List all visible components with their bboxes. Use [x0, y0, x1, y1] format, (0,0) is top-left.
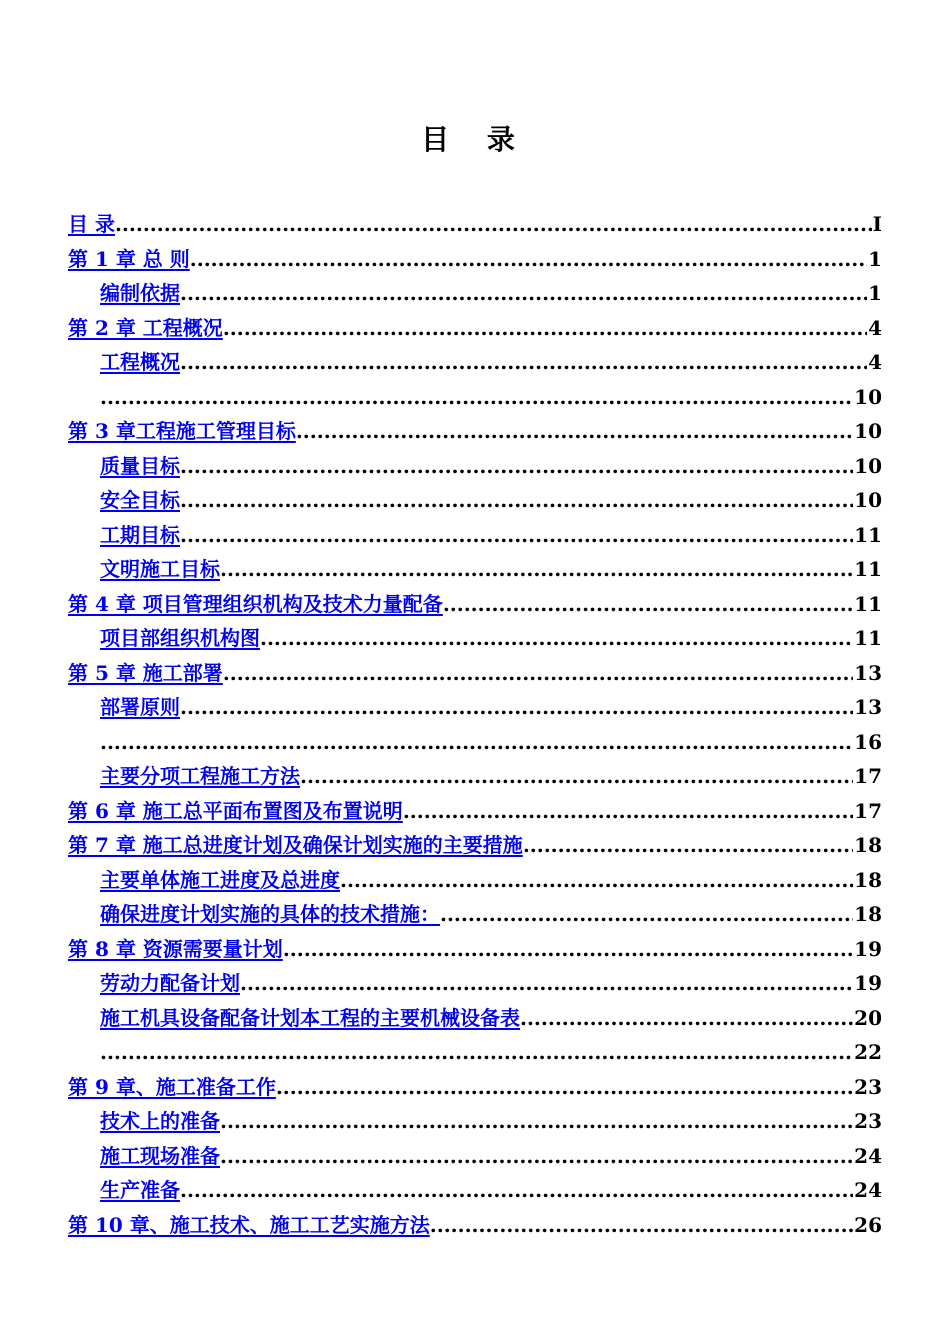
toc-entry-link[interactable]: 质量目标 — [100, 453, 180, 478]
toc-entry[interactable] — [68, 552, 882, 587]
toc-dot-leader — [403, 794, 853, 829]
toc-entry-link[interactable]: 安全目标 — [100, 488, 180, 512]
toc-page-number: 10 — [854, 384, 882, 409]
toc-dot-leader — [100, 725, 853, 760]
toc-entry[interactable] — [68, 725, 882, 760]
toc-page-number: 24 — [854, 1143, 882, 1168]
toc-page-number: 4 — [868, 315, 882, 340]
toc-entry-link[interactable]: 主要分项工程施工方法 — [100, 764, 300, 788]
toc-entry-link[interactable]: 确保进度计划实施的具体的技术措施： — [100, 902, 440, 926]
toc-entry-link[interactable]: 第 6 章 施工总平面布置图及布置说明 — [68, 798, 403, 823]
toc-dot-leader — [180, 449, 853, 484]
toc-entry[interactable] — [68, 242, 882, 277]
toc-entry-link[interactable]: 第 10 章、施工技术、施工工艺实施方法 — [68, 1212, 430, 1237]
toc-dot-leader — [180, 518, 853, 553]
toc-entry[interactable] — [68, 449, 882, 484]
toc-dot-leader — [115, 207, 872, 242]
toc-entry[interactable] — [68, 1139, 882, 1174]
toc-entry[interactable] — [68, 1070, 882, 1105]
toc-page-number: 4 — [868, 350, 882, 374]
toc-entry[interactable] — [68, 621, 882, 656]
toc-entry[interactable] — [68, 380, 882, 415]
toc-entry-link[interactable]: 项目部组织机构图 — [100, 626, 260, 650]
toc-entry-link[interactable]: 第 1 章 总 则 — [68, 246, 190, 271]
toc-dot-leader — [223, 311, 867, 346]
toc-dot-leader — [300, 759, 853, 794]
toc-page-number: 18 — [854, 833, 882, 857]
toc-entry[interactable] — [68, 414, 882, 449]
toc-entry[interactable] — [68, 311, 882, 346]
toc-page-number: 13 — [854, 695, 882, 719]
toc-dot-leader — [180, 1173, 853, 1208]
toc-page-number: 13 — [854, 660, 882, 685]
toc-dot-leader — [443, 587, 853, 622]
toc-entry[interactable] — [68, 276, 882, 311]
toc-entry-link[interactable]: 工程概况 — [100, 350, 180, 374]
toc-page-number: 24 — [854, 1178, 882, 1202]
toc-dot-leader — [220, 552, 853, 587]
toc-entry[interactable] — [68, 587, 882, 622]
toc-dot-leader — [283, 932, 853, 967]
toc-dot-leader — [240, 966, 853, 1001]
toc-entry[interactable] — [68, 1173, 882, 1208]
toc-page-number: 19 — [854, 971, 882, 995]
toc-dot-leader — [180, 483, 853, 518]
toc-page-number: 18 — [854, 902, 882, 926]
toc-page-number: 10 — [854, 419, 882, 443]
toc-dot-leader — [220, 1139, 853, 1174]
toc-page-number: 11 — [854, 626, 882, 650]
toc-entry-link[interactable]: 第 9 章、施工准备工作 — [68, 1074, 276, 1099]
toc-page-number: 19 — [854, 936, 882, 961]
toc-entry-link[interactable]: 文明施工目标 — [100, 557, 220, 581]
toc-entry-link[interactable]: 目 录 — [68, 212, 115, 236]
toc-page-number: 10 — [854, 488, 882, 512]
toc-dot-leader — [430, 1208, 853, 1243]
toc-dot-leader — [523, 828, 853, 863]
toc-page-number: 16 — [854, 729, 882, 754]
toc-dot-leader — [190, 242, 867, 277]
toc-entry-link[interactable]: 第 8 章 资源需要量计划 — [68, 936, 283, 961]
toc-entry-link[interactable]: 第 2 章 工程概况 — [68, 315, 223, 340]
toc-entry[interactable] — [68, 1001, 882, 1036]
toc-entry[interactable] — [68, 1208, 882, 1243]
toc-page-number: 11 — [854, 557, 882, 581]
toc-dot-leader — [223, 656, 853, 691]
toc-page-number: 11 — [854, 522, 882, 547]
toc-entry[interactable] — [68, 656, 882, 691]
toc-entry-link[interactable]: 主要单体施工进度及总进度 — [100, 867, 340, 892]
toc-page-number: 10 — [854, 453, 882, 478]
toc-entry[interactable] — [68, 863, 882, 898]
toc-page-number: 1 — [868, 281, 882, 305]
toc-entry[interactable] — [68, 518, 882, 553]
toc-entry[interactable] — [68, 483, 882, 518]
toc-dot-leader — [440, 897, 853, 932]
toc-entry-link[interactable]: 第 7 章 施工总进度计划及确保计划实施的主要措施 — [68, 833, 523, 857]
toc-entry-link[interactable]: 劳动力配备计划 — [100, 971, 240, 995]
toc-entry-link[interactable]: 部署原则 — [100, 695, 180, 719]
toc-entry-link[interactable]: 工期目标 — [100, 522, 180, 547]
toc-entry-link[interactable]: 施工机具设备配备计划本工程的主要机械设备表 — [100, 1005, 520, 1030]
toc-dot-leader — [340, 863, 853, 898]
toc-entry-link[interactable]: 编制依据 — [100, 281, 180, 305]
toc-dot-leader — [100, 1035, 853, 1070]
toc-page-number: I — [872, 212, 882, 236]
toc-page-number: 17 — [854, 798, 882, 823]
toc-entry-link[interactable]: 生产准备 — [100, 1178, 180, 1202]
toc-page-number: 1 — [868, 246, 882, 271]
toc-dot-leader — [260, 621, 853, 656]
toc-entry-link[interactable]: 第 4 章 项目管理组织机构及技术力量配备 — [68, 591, 443, 616]
toc-page-number: 17 — [854, 764, 882, 788]
toc-page-number: 23 — [854, 1109, 882, 1133]
toc-entry[interactable] — [68, 966, 882, 1001]
toc-entry[interactable] — [68, 345, 882, 380]
toc-page-number: 22 — [854, 1040, 882, 1064]
table-of-contents — [68, 207, 882, 1242]
page-title: 目 录 — [421, 123, 529, 156]
toc-page-number: 26 — [854, 1212, 882, 1237]
toc-dot-leader — [100, 380, 853, 415]
toc-dot-leader — [220, 1104, 853, 1139]
toc-entry[interactable] — [68, 794, 882, 829]
toc-entry-link[interactable]: 第 3 章工程施工管理目标 — [68, 419, 296, 443]
toc-entry[interactable] — [68, 897, 882, 932]
toc-page-number: 23 — [854, 1074, 882, 1099]
toc-dot-leader — [180, 345, 867, 380]
toc-entry-link[interactable]: 施工现场准备 — [100, 1143, 220, 1168]
toc-entry[interactable] — [68, 207, 882, 242]
toc-dot-leader — [276, 1070, 853, 1105]
toc-entry[interactable] — [68, 1035, 882, 1070]
toc-dot-leader — [180, 276, 867, 311]
toc-entry[interactable] — [68, 690, 882, 725]
toc-entry-link[interactable]: 技术上的准备 — [100, 1109, 220, 1133]
toc-page-number: 20 — [854, 1005, 882, 1030]
toc-entry[interactable] — [68, 1104, 882, 1139]
toc-dot-leader — [296, 414, 853, 449]
toc-page-number: 18 — [854, 867, 882, 892]
toc-page-number: 11 — [854, 591, 882, 616]
toc-entry[interactable] — [68, 932, 882, 967]
toc-entry-link[interactable]: 第 5 章 施工部署 — [68, 660, 223, 685]
toc-dot-leader — [520, 1001, 853, 1036]
toc-dot-leader — [180, 690, 853, 725]
toc-entry[interactable] — [68, 759, 882, 794]
toc-entry[interactable] — [68, 828, 882, 863]
